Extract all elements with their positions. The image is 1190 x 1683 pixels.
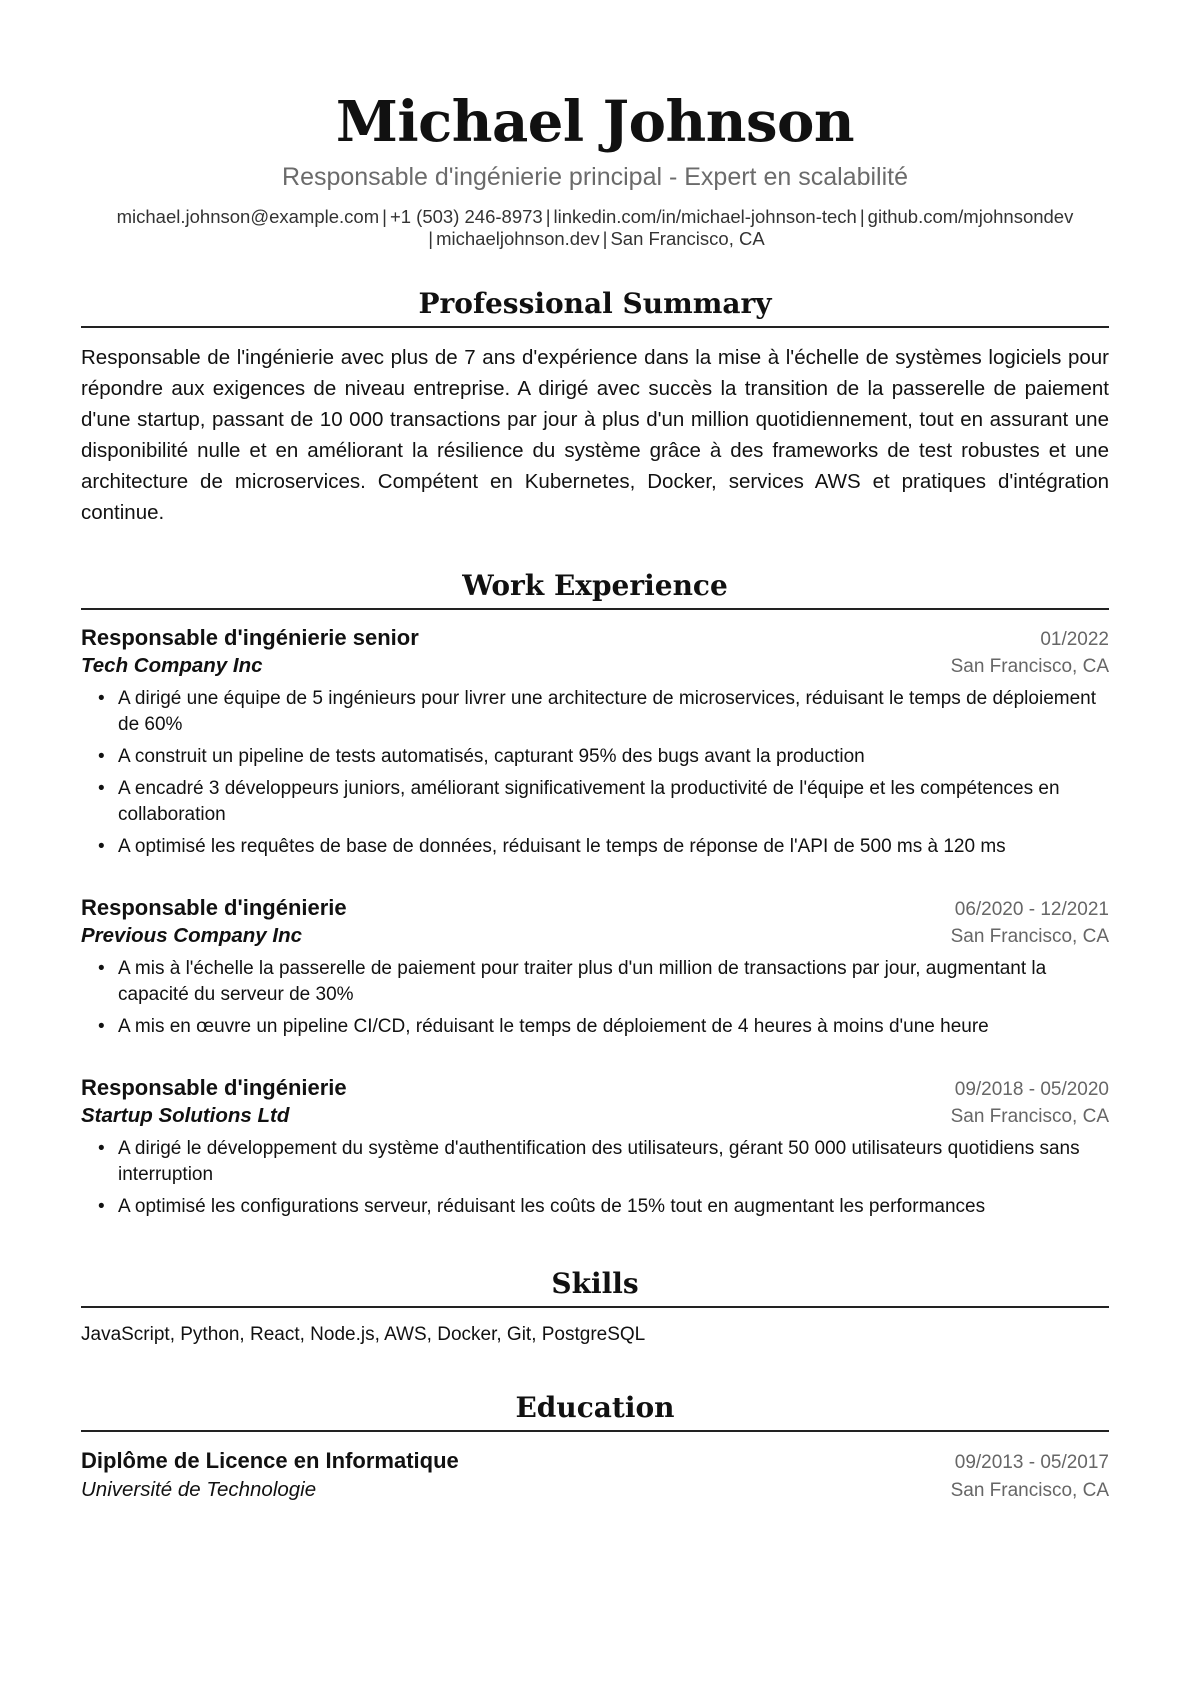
contact-linkedin[interactable]: linkedin.com/in/michael-johnson-tech bbox=[553, 206, 857, 227]
contact-line bbox=[81, 206, 1109, 250]
job-title: Responsable d'ingénierie bbox=[81, 1075, 347, 1100]
contact-phone[interactable]: +1 (503) 246-8973 bbox=[389, 206, 543, 227]
job-location: San Francisco, CA bbox=[950, 926, 1109, 947]
candidate-headline: Responsable d'ingénierie principal - Expert en scalabilité bbox=[282, 163, 908, 191]
job-dates: 09/2018 - 05/2020 bbox=[954, 1079, 1109, 1100]
resume-header bbox=[81, 0, 1109, 250]
experience-section bbox=[81, 568, 1109, 1220]
contact-separator: | bbox=[859, 206, 865, 227]
summary-text: Responsable de l'ingénierie avec plus de 7 ans d'expérience dans la mise à l'échelle de systèmes logiciels pour répondre aux exigences de niveau entreprise. A dirigé avec succès la transition de la passerelle de paiement d'une startup, passant de 10 000 transactions par jour à plus d'un million quotidiennement, tout en assurant une disponibilité nulle et en améliorant la résilience du système grâce à des frameworks de test robustes et une architecture de microservices. Compétent en Kubernetes, Docker, services AWS et pratiques d'intégration continue. bbox=[81, 346, 1109, 524]
contact-separator: | bbox=[382, 206, 387, 227]
contact-github[interactable]: github.com/mjohnsondev bbox=[867, 206, 1074, 227]
job-bullet: • A optimisé les requêtes de base de données, réduisant le temps de réponse de l'API de 500 ms à 120 ms bbox=[81, 834, 1109, 860]
summary-section bbox=[81, 286, 1109, 528]
job-entry bbox=[81, 1074, 1109, 1220]
education-entry bbox=[81, 1446, 1109, 1504]
job-bullet: • A dirigé le développement du système d'authentification des utilisateurs, gérant 50 000 utilisateurs quotidiens sans interruption bbox=[81, 1136, 1109, 1188]
job-entry bbox=[81, 624, 1109, 860]
company-name: Previous Company Inc bbox=[81, 924, 303, 947]
education-dates: 09/2013 - 05/2017 bbox=[954, 1452, 1109, 1473]
job-location: San Francisco, CA bbox=[950, 656, 1109, 677]
contact-email[interactable]: michael.johnson@example.com bbox=[116, 206, 380, 227]
skills-heading: Skills bbox=[551, 1267, 639, 1300]
contact-separator: | bbox=[428, 228, 434, 249]
job-bullet: • A dirigé une équipe de 5 ingénieurs pour livrer une architecture de microservices, réduisant le temps de déploiement de 60% bbox=[81, 686, 1109, 738]
section-divider bbox=[81, 608, 1109, 610]
section-divider bbox=[81, 326, 1109, 328]
degree-title: Diplôme de Licence en Informatique bbox=[81, 1448, 459, 1473]
company-name: Startup Solutions Ltd bbox=[81, 1104, 290, 1127]
section-divider bbox=[81, 1306, 1109, 1308]
education-section bbox=[81, 1390, 1109, 1504]
job-title: Responsable d'ingénierie senior bbox=[81, 625, 419, 650]
job-bullets bbox=[81, 956, 1109, 1040]
job-bullet: • A construit un pipeline de tests automatisés, capturant 95% des bugs avant la production bbox=[81, 744, 1109, 770]
contact-website[interactable]: michaeljohnson.dev bbox=[436, 228, 600, 249]
education-heading: Education bbox=[515, 1391, 675, 1424]
contact-location: San Francisco, CA bbox=[610, 228, 765, 249]
summary-heading: Professional Summary bbox=[418, 287, 772, 320]
contact-separator: | bbox=[602, 228, 608, 249]
skills-section bbox=[81, 1266, 1109, 1348]
job-bullet: • A mis à l'échelle la passerelle de paiement pour traiter plus d'un million de transactions par jour, augmentant la capacité du serveur de 30% bbox=[81, 956, 1109, 1008]
job-dates: 06/2020 - 12/2021 bbox=[954, 899, 1109, 920]
job-title: Responsable d'ingénierie bbox=[81, 895, 347, 920]
contact-separator: | bbox=[545, 206, 551, 227]
skills-list: JavaScript, Python, React, Node.js, AWS, Docker, Git, PostgreSQL bbox=[81, 1324, 646, 1345]
school-name: Université de Technologie bbox=[81, 1478, 317, 1501]
job-entry bbox=[81, 894, 1109, 1040]
job-dates: 01/2022 bbox=[1040, 629, 1109, 650]
education-location: San Francisco, CA bbox=[950, 1480, 1109, 1501]
job-bullet: • A encadré 3 développeurs juniors, améliorant significativement la productivité de l'équipe et les compétences en collaboration bbox=[81, 776, 1109, 828]
job-bullets bbox=[81, 686, 1109, 860]
experience-heading: Work Experience bbox=[462, 569, 728, 602]
company-name: Tech Company Inc bbox=[81, 654, 263, 677]
candidate-name: Michael Johnson bbox=[335, 89, 855, 155]
job-bullet: • A mis en œuvre un pipeline CI/CD, réduisant le temps de déploiement de 4 heures à moins d'une heure bbox=[81, 1014, 1109, 1040]
job-location: San Francisco, CA bbox=[950, 1106, 1109, 1127]
job-bullets bbox=[81, 1136, 1109, 1220]
section-divider bbox=[81, 1430, 1109, 1432]
job-bullet: • A optimisé les configurations serveur, réduisant les coûts de 15% tout en augmentant les performances bbox=[81, 1194, 1109, 1220]
